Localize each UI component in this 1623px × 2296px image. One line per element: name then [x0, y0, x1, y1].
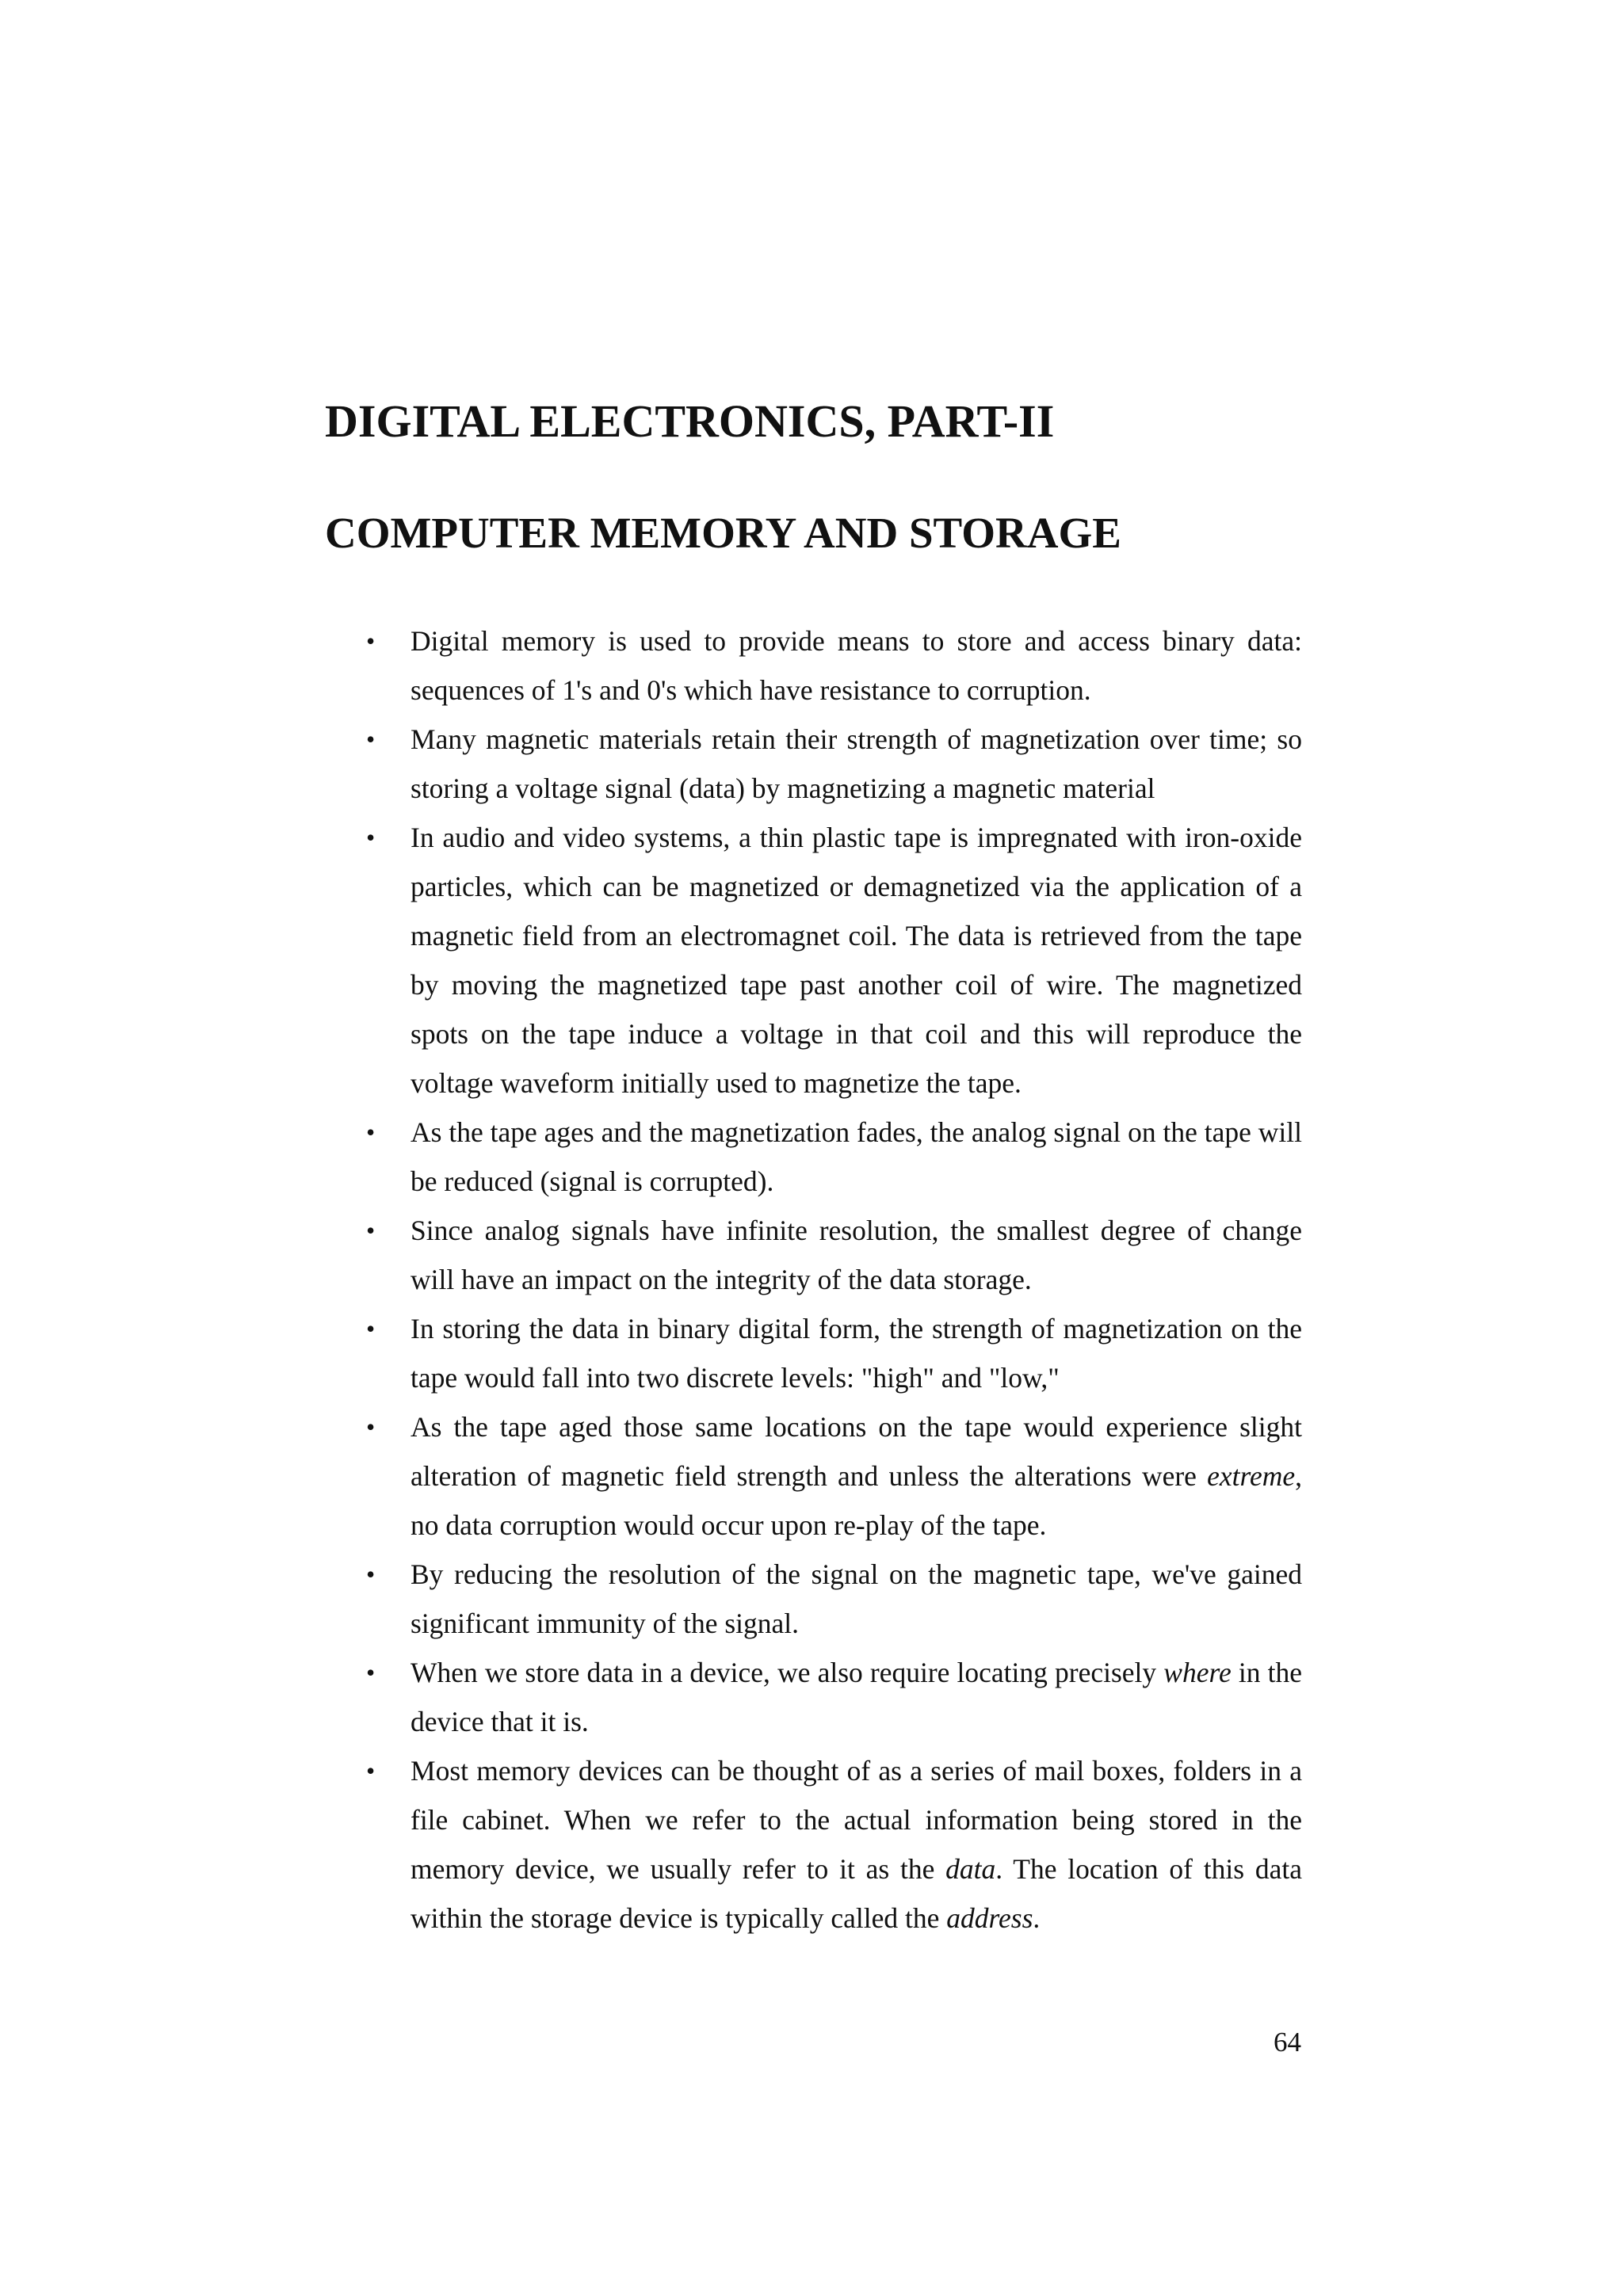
bullet-text-segment: , no data corruption would occur upon re-play of the tape.: [411, 1460, 1302, 1541]
list-item: [366, 1648, 1302, 1746]
bullet-text: [411, 1657, 1302, 1737]
page-number: 64: [1274, 2027, 1301, 2058]
list-item: [366, 1402, 1302, 1550]
bullet-icon: •: [366, 725, 376, 753]
list-item: [366, 1550, 1302, 1648]
section-title: COMPUTER MEMORY AND STORAGE: [325, 509, 1121, 557]
bullet-text: In audio and video systems, a thin plastic tape is impregnated with iron-oxide particles, which can be magnetized or demagnetized via the application of a magnetic field from an electromagnet coil. The data is retrieved from the tape by moving the magnetized tape past another coil of wire. The magnetized spots on the tape induce a voltage in that coil and this will reproduce the voltage waveform initially used to magnetize the tape.: [411, 822, 1302, 1099]
list-item: [366, 1746, 1302, 1943]
bullet-text-segment: Most memory devices can be thought of as a series of mail boxes, folders in a file cabinet. When we refer to the actual information being stored in the memory device, we usually refer to it as the: [411, 1755, 1302, 1885]
bullet-text: Since analog signals have infinite resolution, the smallest degree of change will have an impact on the integrity of the data storage.: [411, 1215, 1302, 1295]
bullet-text-segment: .: [1033, 1902, 1041, 1934]
list-item: [366, 1304, 1302, 1402]
bullet-icon: •: [366, 1756, 376, 1785]
bullet-icon: •: [366, 1216, 376, 1245]
bullet-text: By reducing the resolution of the signal on the magnetic tape, we've gained significant immunity of the signal.: [411, 1558, 1302, 1639]
page-title: DIGITAL ELECTRONICS, PART-II: [325, 395, 1055, 447]
bullet-icon: •: [366, 1413, 376, 1441]
bullet-icon: •: [366, 1658, 376, 1687]
list-item: [366, 813, 1302, 1108]
bullet-text: Many magnetic materials retain their strength of magnetization over time; so storing a voltage signal (data) by magnetizing a magnetic material: [411, 723, 1302, 804]
list-item: [366, 715, 1302, 813]
bullet-text: Digital memory is used to provide means to store and access binary data: sequences of 1's and 0's which have resistance to corruption.: [411, 625, 1302, 706]
emphasis-extreme: extreme: [1207, 1460, 1296, 1492]
bullet-icon: •: [366, 1560, 376, 1589]
bullet-icon: •: [366, 1314, 376, 1343]
bullet-icon: •: [366, 1118, 376, 1146]
bullet-list: [366, 616, 1302, 1943]
bullet-text: In storing the data in binary digital form, the strength of magnetization on the tape would fall into two discrete levels: "high" and "low,": [411, 1313, 1302, 1394]
bullet-text-segment: When we store data in a device, we also require locating precisely: [411, 1657, 1164, 1688]
bullet-text-segment: in the device that it is.: [411, 1657, 1302, 1737]
bullet-text: [411, 1755, 1302, 1934]
list-item: [366, 1108, 1302, 1206]
bullet-text-segment: As the tape aged those same locations on the tape would experience slight alteration of magnetic field strength and unless the alterations were: [411, 1411, 1302, 1492]
emphasis-address: address: [946, 1902, 1033, 1934]
bullet-text: [411, 1411, 1302, 1541]
bullet-icon: •: [366, 627, 376, 655]
emphasis-data: data: [945, 1853, 996, 1885]
bullet-icon: •: [366, 823, 376, 852]
list-item: [366, 616, 1302, 715]
bullet-text-segment: . The location of this data within the storage device is typically called the: [411, 1853, 1302, 1934]
bullet-text: As the tape ages and the magnetization fades, the analog signal on the tape will be reduced (signal is corrupted).: [411, 1116, 1302, 1197]
emphasis-where: where: [1163, 1657, 1232, 1688]
list-item: [366, 1206, 1302, 1304]
